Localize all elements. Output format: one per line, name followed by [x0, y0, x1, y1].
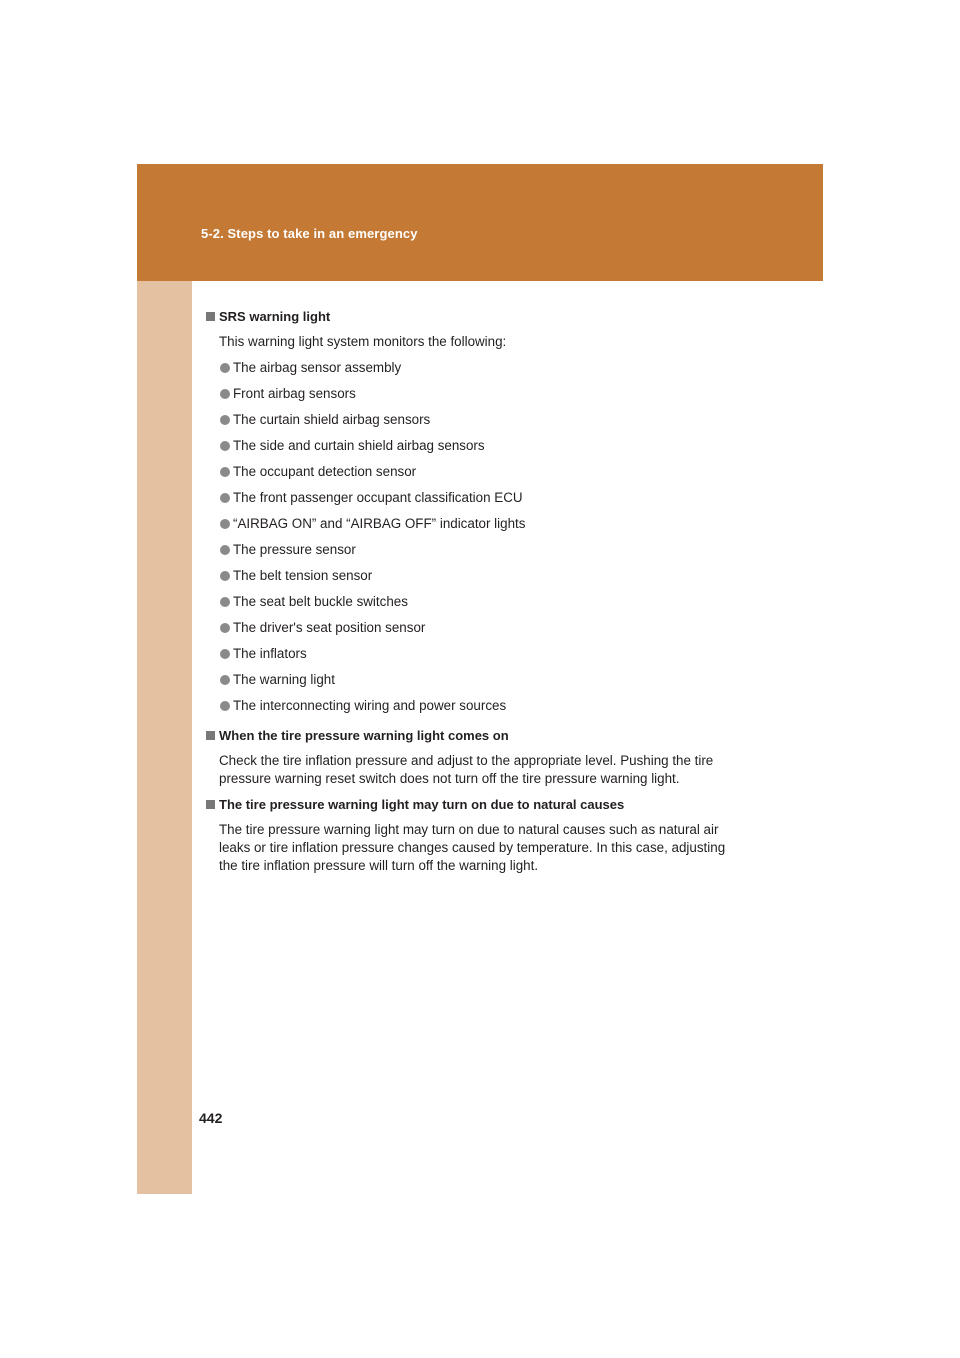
- tire-natural-heading: [206, 796, 746, 814]
- content: [206, 308, 746, 883]
- bullet-icon: [220, 571, 230, 581]
- bullet-icon: [220, 649, 230, 659]
- srs-intro: This warning light system monitors the following:: [219, 334, 507, 349]
- section-title: 5-2. Steps to take in an emergency: [201, 226, 418, 241]
- tire-natural-section: [206, 796, 746, 875]
- bullet-icon: [220, 415, 230, 425]
- list-item: The pressure sensor: [206, 541, 746, 567]
- list-item: The belt tension sensor: [206, 567, 746, 593]
- srs-heading: [206, 308, 746, 326]
- side-strip: [137, 281, 192, 1194]
- bullet-icon: [220, 623, 230, 633]
- list-item: The front passenger occupant classification ECU: [206, 489, 746, 515]
- page-number: 442: [199, 1110, 223, 1126]
- list-item: The inflators: [206, 645, 746, 671]
- list-item: The curtain shield airbag sensors: [206, 411, 746, 437]
- bullet-icon: [220, 519, 230, 529]
- list-item: The airbag sensor assembly: [206, 359, 746, 385]
- square-bullet-icon: [206, 312, 215, 321]
- bullet-icon: [220, 389, 230, 399]
- bullet-icon: [220, 441, 230, 451]
- bullet-icon: [220, 545, 230, 555]
- bullet-icon: [220, 597, 230, 607]
- list-item: Front airbag sensors: [206, 385, 746, 411]
- tire-on-body: Check the tire inflation pressure and adjust to the appropriate level. Pushing the tire pressure warning reset switch does not turn off the tire pressure warning light.: [219, 753, 714, 786]
- srs-section: [206, 308, 746, 719]
- list-item: The interconnecting wiring and power sources: [206, 697, 746, 719]
- tire-natural-heading-text: The tire pressure warning light may turn on due to natural causes: [219, 797, 625, 812]
- square-bullet-icon: [206, 731, 215, 740]
- list-item: The side and curtain shield airbag sensors: [206, 437, 746, 463]
- tire-on-heading-text: When the tire pressure warning light comes on: [219, 728, 509, 743]
- list-item: “AIRBAG ON” and “AIRBAG OFF” indicator lights: [206, 515, 746, 541]
- srs-heading-text: SRS warning light: [219, 309, 331, 324]
- bullet-icon: [220, 363, 230, 373]
- list-item: The driver's seat position sensor: [206, 619, 746, 645]
- bullet-icon: [220, 467, 230, 477]
- tire-on-heading: [206, 727, 746, 745]
- header-band: [137, 164, 823, 281]
- srs-list: [206, 359, 746, 719]
- bullet-icon: [220, 675, 230, 685]
- list-item: The occupant detection sensor: [206, 463, 746, 489]
- bullet-icon: [220, 701, 230, 711]
- square-bullet-icon: [206, 800, 215, 809]
- tire-on-section: [206, 727, 746, 788]
- bullet-icon: [220, 493, 230, 503]
- list-item: The warning light: [206, 671, 746, 697]
- tire-natural-body: The tire pressure warning light may turn on due to natural causes such as natural air leaks or tire inflation pressure changes caused by temperature. In this case, adjusting the tire inflation pressure will turn off the warning light.: [219, 822, 726, 873]
- list-item: The seat belt buckle switches: [206, 593, 746, 619]
